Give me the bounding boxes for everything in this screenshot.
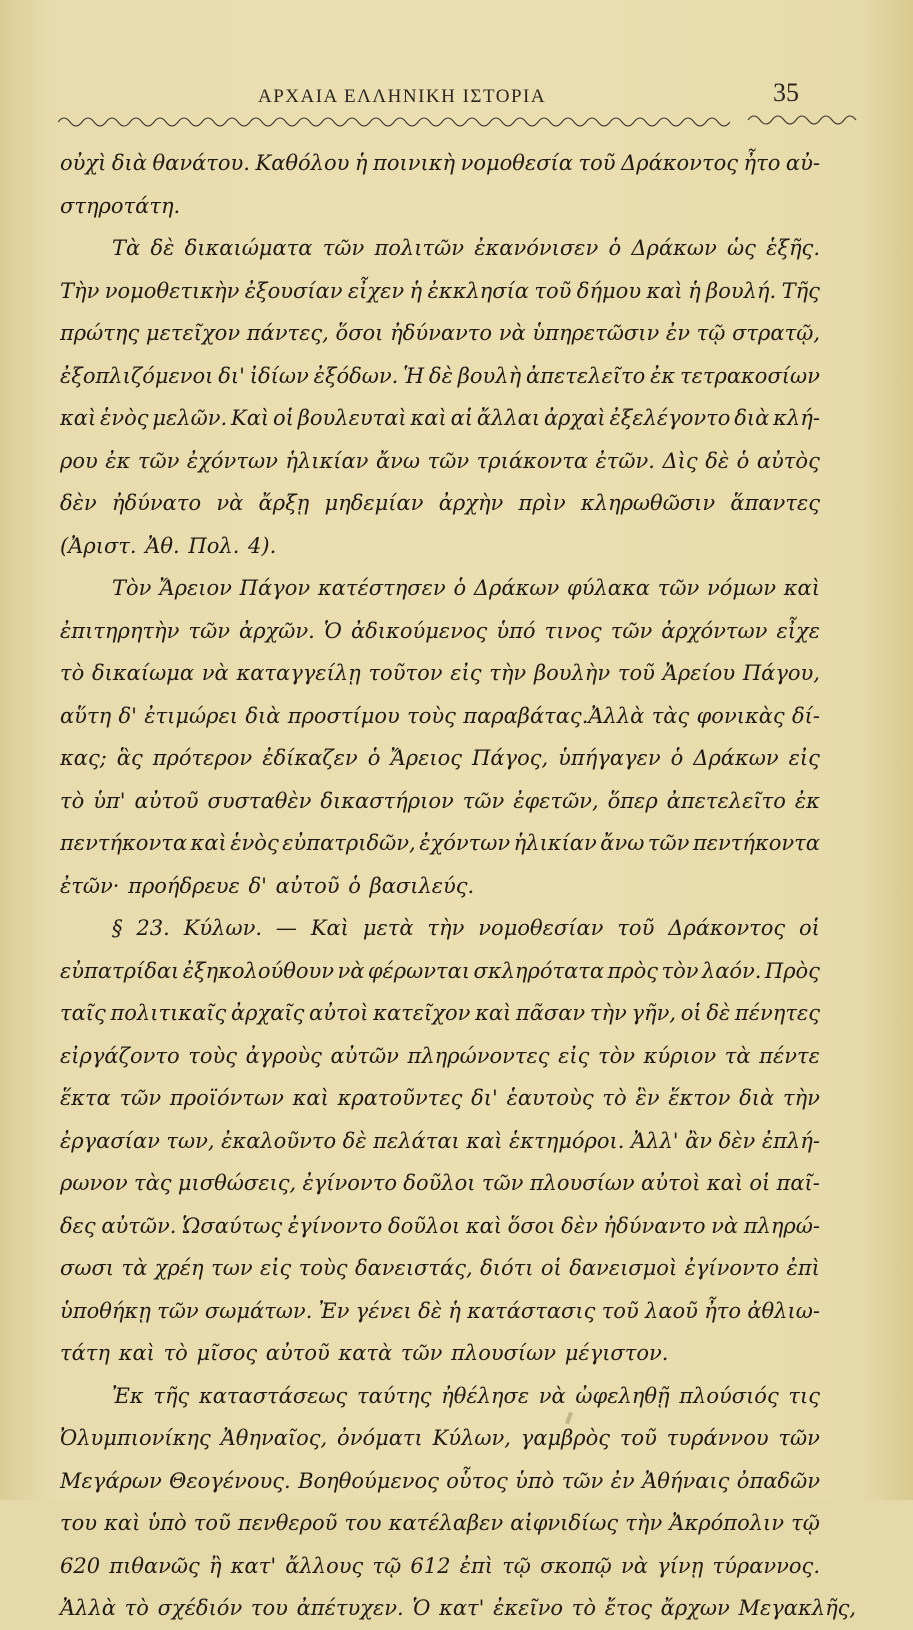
text-line: Τὴν νομοθετικὴν ἐξουσίαν εἶχεν ἡ ἐκκλησία τοῦ δήμου καὶ ἡ βουλή. Τῆς: [60, 278, 820, 303]
text-line: Ὀλυμπιονίκης Ἀθηναῖος, ὀνόματι Κύλων, γαμβρὸς τοῦ τυράννου τῶν: [60, 1426, 820, 1450]
header-ornament-rule: [58, 112, 858, 128]
text-line: εὐπατρίδαι ἐξηκολούθουν νὰ φέρωνται σκληρότατα πρὸς τὸν λαόν. Πρὸς: [60, 958, 820, 983]
text-line: § 23. Κύλων. — Καὶ μετὰ τὴν νομοθεσίαν τοῦ Δράκοντος οἱ: [112, 916, 820, 940]
text-line: ἕκτα τῶν προϊόντων καὶ κρατοῦντες δι' ἑαυτοὺς τὸ ἓν ἕκτον διὰ τὴν: [60, 1086, 820, 1110]
text-line: ταῖς πολιτικαῖς ἀρχαῖς αὐτοὶ κατεῖχον καὶ πᾶσαν τὴν γῆν, οἱ δὲ πένητες: [60, 1001, 820, 1025]
text-line: κας; ἃς πρότερον ἐδίκαζεν ὁ Ἄρειος Πάγος, ὑπήγαγεν ὁ Δράκων εἰς: [60, 746, 820, 770]
text-line: ρου ἐκ τῶν ἐχόντων ἡλικίαν ἄνω τῶν τριάκοντα ἐτῶν. Δὶς δὲ ὁ αὐτὸς: [60, 448, 820, 473]
text-line: τάτη καὶ τὸ μῖσος αὐτοῦ κατὰ τῶν πλουσίων μέγιστον.: [60, 1341, 669, 1365]
text-line: ἐξοπλιζόμενοι δι' ἰδίων ἐξόδων. Ἡ δὲ βουλὴ ἀπετελεῖτο ἐκ τετρακοσίων: [60, 363, 820, 388]
text-line: τὸ δικαίωμα νὰ καταγγείλῃ τοῦτον εἰς τὴν βουλὴν τοῦ Ἀρείου Πάγου,: [60, 661, 820, 685]
text-line: Ἐκ τῆς καταστάσεως ταύτης ἠθέλησε νὰ ὠφεληθῇ πλούσιός τις: [112, 1383, 820, 1408]
text-line: ἐτῶν· προήδρευε δ' αὐτοῦ ὁ βασιλεύς.: [60, 873, 475, 898]
text-line: του καὶ ὑπὸ τοῦ πενθεροῦ του κατέλαβεν αἰφνιδίως τὴν Ἀκρόπολιν τῷ: [60, 1511, 820, 1535]
text-line: δὲν ἠδύνατο νὰ ἄρξῃ μηδεμίαν ἀρχὴν πρὶν κληρωθῶσιν ἅπαντες: [60, 491, 820, 515]
text-line: Τὸν Ἄρειον Πάγον κατέστησεν ὁ Δράκων φύλακα τῶν νόμων καὶ: [112, 576, 820, 600]
body-text: [60, 142, 857, 1630]
text-line: δες αὐτῶν. Ὡσαύτως ἐγίνοντο δοῦλοι καὶ ὅσοι δὲν ἠδύναντο νὰ πληρώ-: [60, 1213, 820, 1238]
text-line: αὕτη δ' ἐτιμώρει διὰ προστίμου τοὺς παραβάτας.Ἀλλὰ τὰς φονικὰς δί-: [60, 703, 820, 728]
running-title: ΑΡΧΑΙΑ ΕΛΛΗΝΙΚΗ ΙΣΤΟΡΙΑ: [258, 86, 547, 107]
text-line: εἰργάζοντο τοὺς ἀγροὺς αὐτῶν πληρώνοντες εἰς τὸν κύριον τὰ πέντε: [60, 1043, 820, 1068]
text-line: Τὰ δὲ δικαιώματα τῶν πολιτῶν ἐκανόνισεν ὁ Δράκων ὡς ἑξῆς.: [112, 236, 820, 260]
text-line: σωσι τὰ χρέη των εἰς τοὺς δανειστάς, διότι οἱ δανεισμοὶ ἐγίνοντο ἐπὶ: [60, 1256, 820, 1280]
text-line: 620 πιθανῶς ἢ κατ' ἄλλους τῷ 612 ἐπὶ τῷ σκοπῷ νὰ γίνῃ τύραννος.: [60, 1553, 820, 1578]
text-line: ὑποθήκῃ τῶν σωμάτων. Ἐν γένει δὲ ἡ κατάστασις τοῦ λαοῦ ἦτο ἀθλιω-: [60, 1298, 820, 1323]
text-line: πρώτης μετεῖχον πάντες, ὅσοι ἠδύναντο νὰ ὑπηρετῶσιν ἐν τῷ στρατῷ,: [60, 321, 820, 345]
text-line: ρωνον τὰς μισθώσεις, ἐγίνοντο δοῦλοι τῶν πλουσίων αὐτοὶ καὶ οἱ παῖ-: [60, 1171, 820, 1195]
page-header: [0, 78, 913, 114]
text-line: καὶ ἑνὸς μελῶν. Καὶ οἱ βουλευταὶ καὶ αἱ ἄλλαι ἀρχαὶ ἐξελέγοντο διὰ κλή-: [60, 406, 820, 430]
text-line: (Ἀριστ. Ἀθ. Πολ. 4).: [60, 533, 277, 558]
text-line: ἐπιτηρητὴν τῶν ἀρχῶν. Ὁ ἀδικούμενος ὑπό τινος τῶν ἀρχόντων εἶχε: [60, 618, 820, 643]
text-line: Μεγάρων Θεογένους. Βοηθούμενος οὗτος ὑπὸ τῶν ἐν Ἀθήναις ὀπαδῶν: [60, 1468, 820, 1493]
text-line: ἐργασίαν των, ἐκαλοῦντο δὲ πελάται καὶ ἑκτημόροι. Ἀλλ' ἂν δὲν ἐπλή-: [60, 1128, 820, 1153]
page-number: 35: [773, 78, 799, 107]
text-line: στηροτάτη.: [60, 193, 181, 218]
text-line: πεντήκοντα καὶ ἑνὸς εὐπατριδῶν, ἐχόντων ἡλικίαν ἄνω τῶν πεντήκοντα: [60, 831, 820, 855]
text-line: Ἀλλὰ τὸ σχέδιόν του ἀπέτυχεν. Ὁ κατ' ἐκεῖνο τὸ ἔτος ἄρχων Μεγακλῆς,: [60, 1596, 857, 1620]
text-line: οὐχὶ διὰ θανάτου. Καθόλου ἡ ποινικὴ νομοθεσία τοῦ Δράκοντος ἦτο αὐ-: [60, 151, 820, 175]
text-line: τὸ ὑπ' αὐτοῦ συσταθὲν δικαστήριον τῶν ἐφετῶν, ὅπερ ἀπετελεῖτο ἐκ: [60, 788, 820, 813]
